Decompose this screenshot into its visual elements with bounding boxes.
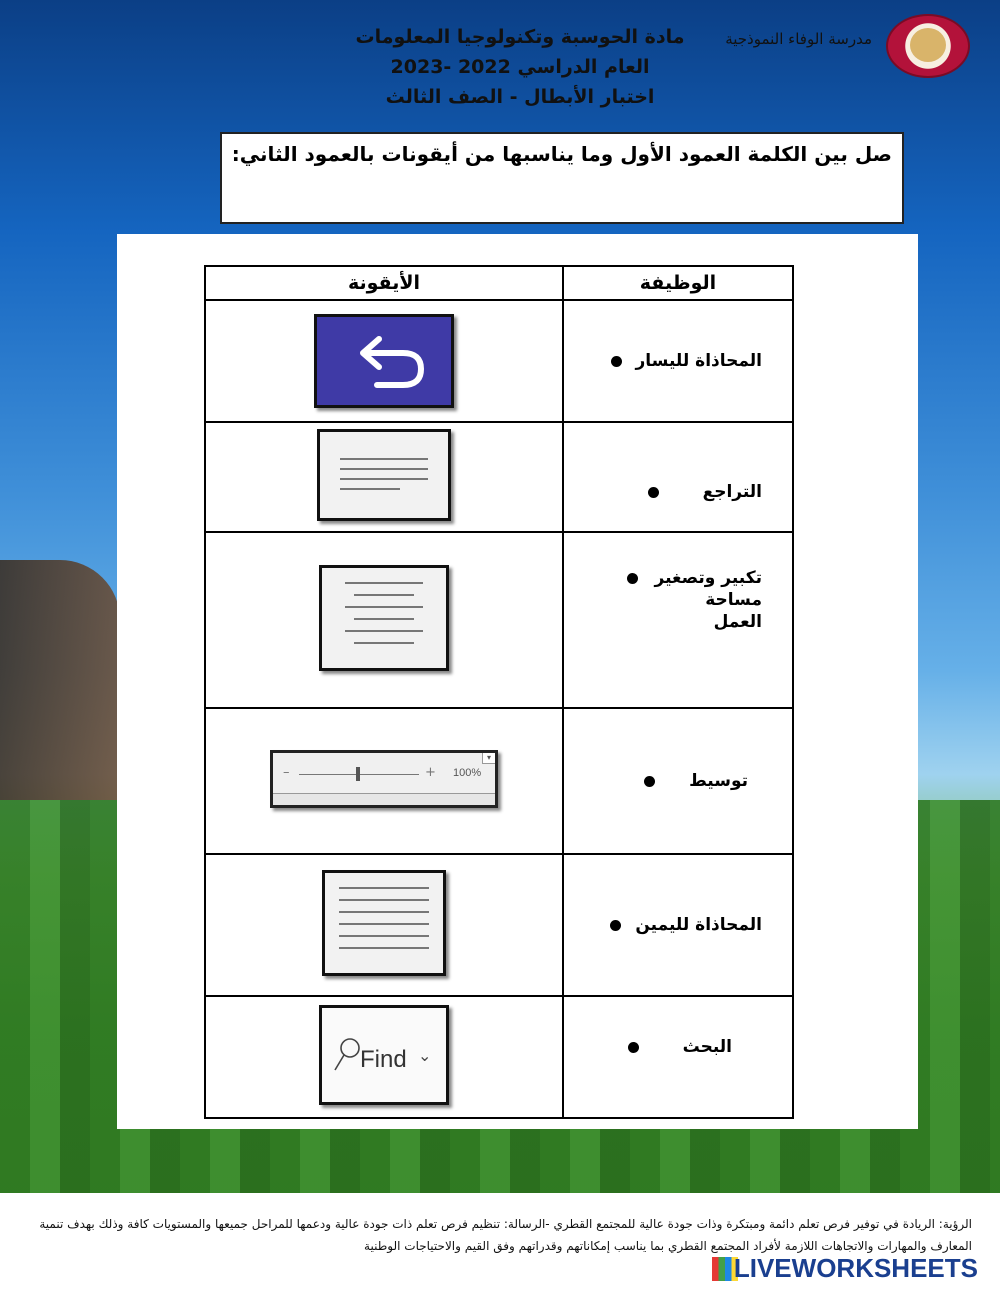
function-cell[interactable] [563, 422, 793, 532]
zoom-slider-icon[interactable]: ▾ – + 100% [270, 750, 498, 808]
school-name: مدرسة الوفاء النموذجية [725, 30, 872, 48]
justify-icon[interactable] [322, 870, 446, 976]
find-icon[interactable] [319, 1005, 449, 1105]
exam-title: اختبار الأبطال - الصف الثالث [385, 86, 655, 108]
match-dot[interactable] [644, 776, 655, 787]
match-dot[interactable] [648, 487, 659, 498]
page-footer [0, 1193, 1000, 1291]
zoom-level: 100% [453, 767, 482, 779]
table-row [205, 708, 793, 854]
table-header-row [205, 266, 793, 300]
question-box [220, 132, 904, 224]
subject-title: مادة الحوسبة وتكنولوجيا المعلومات [355, 26, 685, 48]
table-row [205, 532, 793, 708]
magnifier-icon [332, 1036, 362, 1076]
zoom-plus-icon[interactable]: + [425, 765, 436, 780]
question-text: صل بين الكلمة العمود الأول وما يناسبها من أيقونات بالعمود الثاني: [231, 142, 892, 166]
icon-cell [205, 532, 563, 708]
zoom-minus-icon[interactable]: – [283, 765, 290, 780]
function-cell[interactable] [563, 708, 793, 854]
icon-cell [205, 300, 563, 422]
function-label: المحاذاة لليمين [635, 915, 762, 935]
match-dot[interactable] [610, 920, 621, 931]
match-dot[interactable] [627, 573, 638, 584]
function-cell[interactable] [563, 996, 793, 1118]
chevron-down-icon: ⌄ [418, 1046, 432, 1065]
icon-cell [205, 854, 563, 996]
matching-table [204, 265, 794, 1119]
table-row [205, 854, 793, 996]
align-left-icon[interactable] [317, 429, 451, 521]
zoom-thumb[interactable] [356, 767, 360, 781]
background-hill [0, 560, 120, 800]
function-label: المحاذاة لليسار [635, 351, 762, 371]
worksheet-panel [117, 234, 918, 1129]
align-center-icon[interactable] [319, 565, 449, 671]
function-label: توسيط [689, 771, 748, 791]
function-label: تكبير وتصغير مساحة العمل [654, 568, 762, 632]
page-header [0, 0, 1000, 128]
match-dot[interactable] [611, 356, 622, 367]
find-label: Find [360, 1046, 407, 1073]
col-function-header: الوظيفة [563, 266, 793, 300]
function-label: البحث [682, 1037, 732, 1057]
table-row [205, 996, 793, 1118]
header-titles [330, 22, 710, 112]
liveworksheets-brand[interactable]: LIVEWORKSHEETS [733, 1253, 978, 1283]
function-label: التراجع [702, 482, 762, 502]
function-cell[interactable] [563, 300, 793, 422]
table-row [205, 300, 793, 422]
icon-cell [205, 708, 563, 854]
ministry-logo-icon [886, 14, 970, 78]
vision-mission-text: الرؤية: الريادة في توفير فرص تعلم دائمة ومبتكرة وذات جودة عالية للمجتمع القطري -الرسالة: تنظيم فرص تعلم ذات جودة عالية ودعمها للمراحل جميعها والمستويات كافة وذلك بهدف تنمية المعارف والمهارات والاتجاهات اللازمة لأفراد المجتمع القطري بما يناسب إمكاناتهم وقدراتهم وفق القيم والاحتياجات الوطنية [39, 1217, 972, 1253]
undo-icon[interactable] [314, 314, 454, 408]
icon-cell [205, 996, 563, 1118]
table-row [205, 422, 793, 532]
match-dot[interactable] [628, 1042, 639, 1053]
col-icon-header: الأيقونة [205, 266, 563, 300]
year-title: العام الدراسي 2022 -2023 [390, 56, 650, 78]
function-cell[interactable] [563, 854, 793, 996]
icon-cell [205, 422, 563, 532]
function-cell[interactable] [563, 532, 793, 708]
